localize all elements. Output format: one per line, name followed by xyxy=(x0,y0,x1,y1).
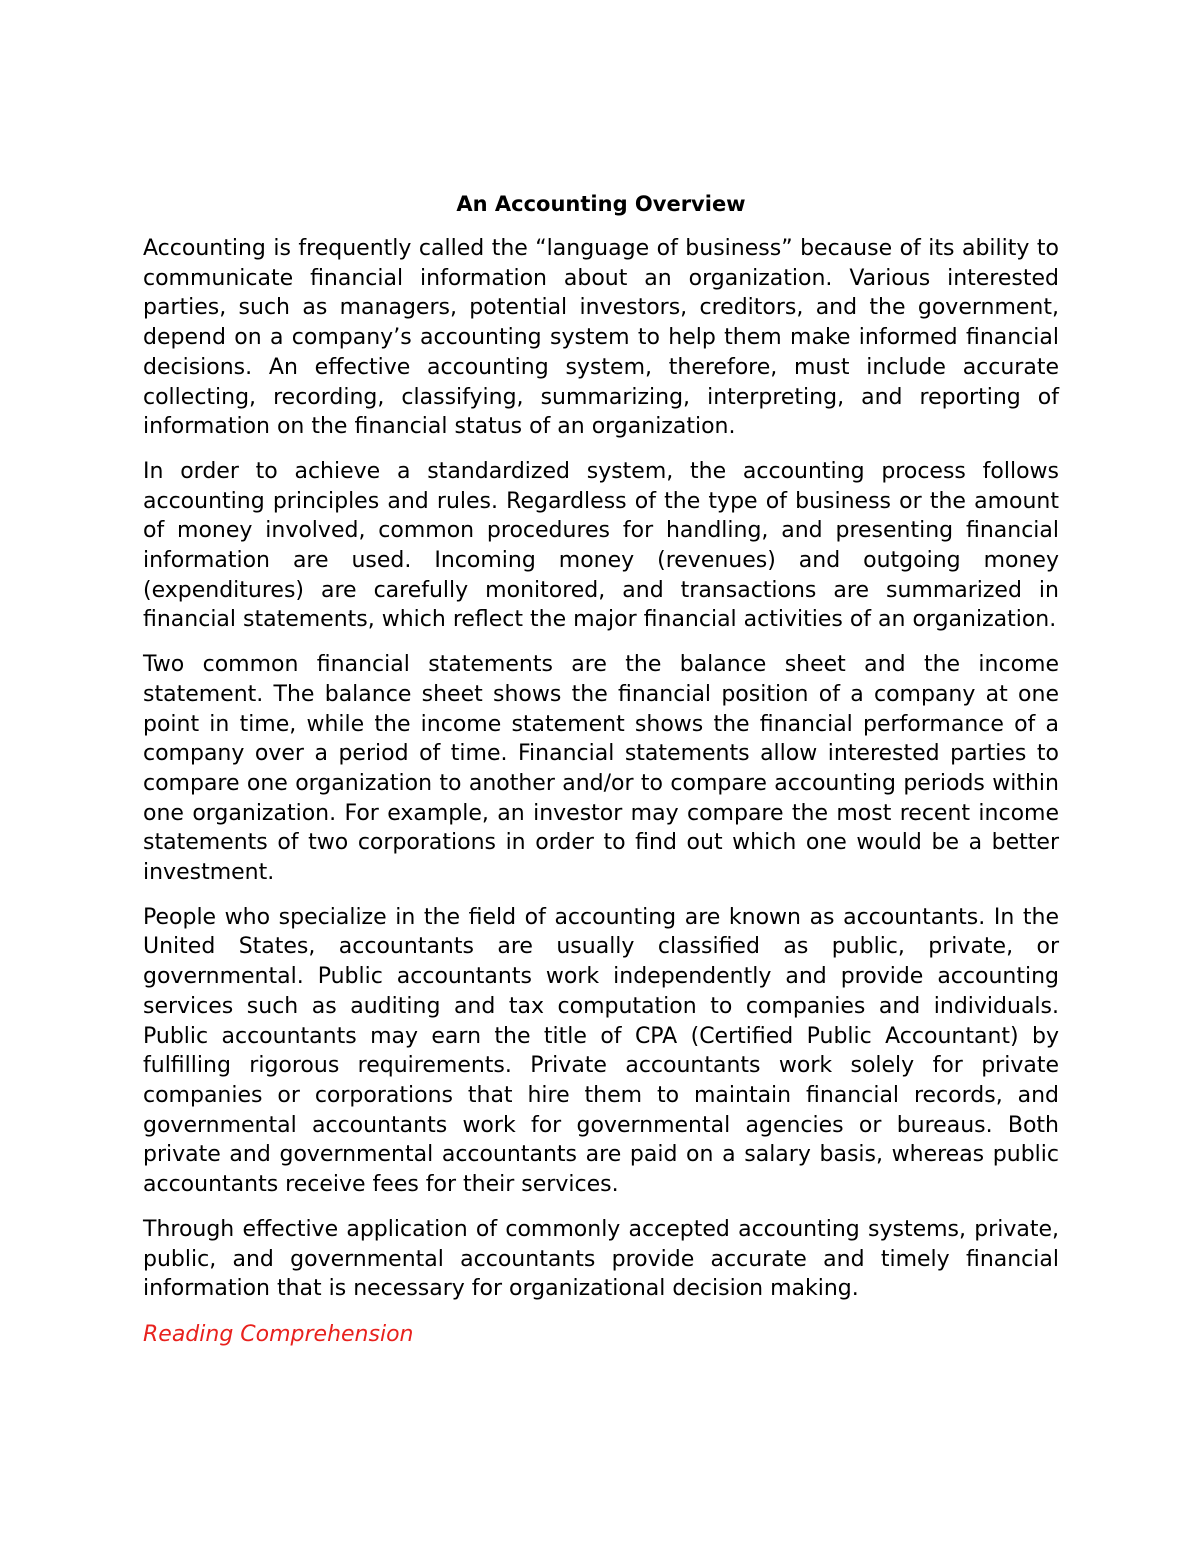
paragraph-financial-statements: Two common financial statements are the balance sheet and the income statement. The balance sheet shows the financial position of a company at one point in time, while the income statement shows the financial performance of a company over a period of time. Financial statements allow interested parties to compare one organization to another and/or to compare accounting periods within one organization. For example, an investor may compare the most recent income statements of two corporations in order to find out which one would be a better investment. xyxy=(143,652,1059,886)
paragraph-intro: Accounting is frequently called the “language of business” because of its ability to communicate financial information about an organization. Various interested parties, such as managers, potential investors, creditors, and the government, depend on a company’s accounting system to help them make informed financial decisions. An effective accounting system, therefore, must include accurate collecting, recording, classifying, summarizing, interpreting, and reporting of information on the financial status of an organization. xyxy=(143,236,1059,440)
paragraph-conclusion: Through effective application of commonly accepted accounting systems, private, public, and governmental accountants provide accurate and timely financial information that is necessary for organizational decision making. xyxy=(143,1216,1059,1302)
reading-comprehension-heading: Reading Comprehension xyxy=(143,1321,414,1347)
document-title: An Accounting Overview xyxy=(456,192,746,216)
paragraph-accountants: People who specialize in the field of accounting are known as accountants. In the United States, accountants are usually classified as public, private, or governmental. Public accountants work independently and provide accounting services such as auditing and tax computation to companies and individuals. Public accountants may earn the title of CPA (Certified Public Accountant) by fulfilling rigorous requirements. Private accountants work solely for private companies or corporations that hire them to maintain financial records, and governmental accountants work for governmental agencies or bureaus. Both private and governmental accountants are paid on a salary basis, whereas public accountants receive fees for their services. xyxy=(143,904,1059,1198)
document-body xyxy=(143,190,1059,1350)
paragraph-standardized-system: In order to achieve a standardized system, the accounting process follows accounting principles and rules. Regardless of the type of business or the amount of money involved, common procedures for handling, and presenting financial information are used. Incoming money (revenues) and outgoing money (expenditures) are carefully monitored, and transactions are summarized in financial statements, which reflect the major financial activities of an organization. xyxy=(143,458,1059,633)
